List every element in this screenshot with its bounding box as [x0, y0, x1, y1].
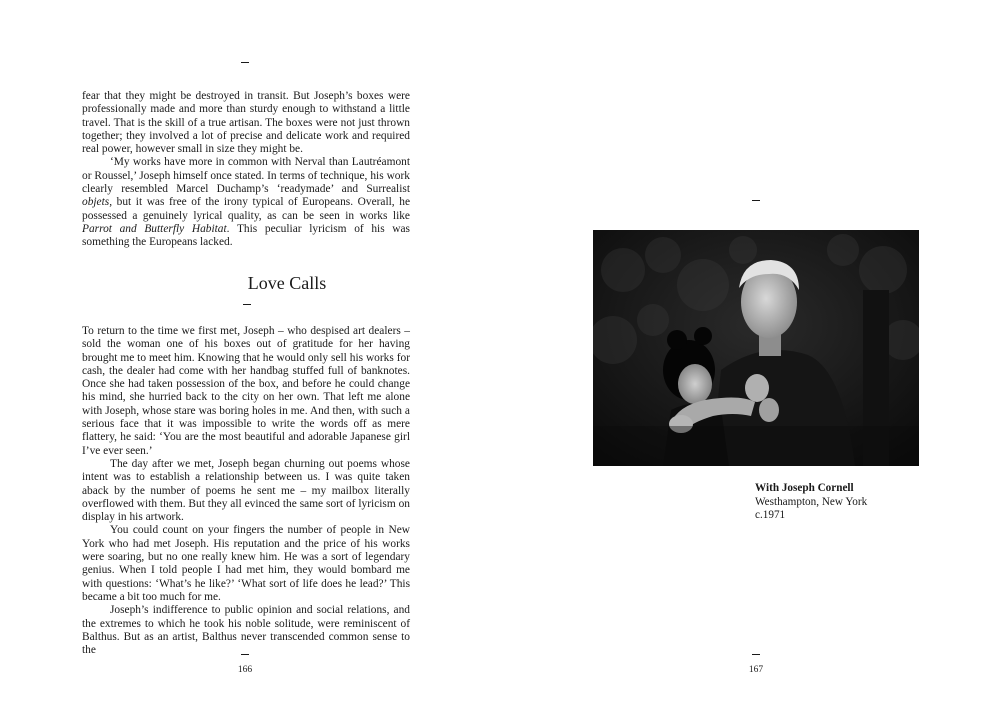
body-text-bottom [82, 325, 410, 657]
folio-dash [752, 654, 760, 655]
body-text-top [82, 90, 410, 250]
paragraph: fear that they might be destroyed in transit. But Joseph’s boxes were professionally made and more than sturdy enough to withstand a little travel. That is the skill of a true artisan. The boxes were not just thrown together; they involved a lot of precise and delicate work and required real power, however small in size they might be. [82, 90, 410, 156]
page-number: 166 [237, 665, 253, 675]
page-number: 167 [748, 665, 764, 675]
paragraph: You could count on your fingers the number of people in New York who had met Joseph. His reputation and the price of his works were soaring, but no one really knew him. He was a sort of legendary genius. When I told people I had met him, they would bombard me with questions: ‘What’s he like?’ ‘What sort of life does he lead?’ This became a bit too much for me. [82, 524, 410, 603]
caption-place: Westhampton, New York [755, 495, 868, 508]
right-page [500, 0, 1000, 708]
caption-title: With Joseph Cornell [755, 482, 854, 494]
paragraph: The day after we met, Joseph began churning out poems whose intent was to establish a relationship between us. I was quite taken aback by the number of poems he sent me – my mailbox literally overflowed with them. But they all evinced the same sort of lyricism on display in his artwork. [82, 457, 410, 524]
photograph [593, 230, 919, 466]
folio-dash [241, 654, 249, 655]
heading-dash [243, 304, 251, 305]
photo-image [593, 230, 919, 466]
paragraph: To return to the time we first met, Joseph – who despised art dealers – sold the woman one of his boxes out of gratitude for her having brought me to meet him. Knowing that he would only sell his works for cash, the dealer had come with her handbag stuffed full of banknotes. Once she had taken possession of the box, and before he could change his mind, she hurried back to the city on her own. That left me alone with Joseph, whose stare was boring holes in me. And then, with such a serious face that it was impossible to write the words off as mere flattery, he said: ‘You are the most beautiful and adorable Japanese girl I’ve ever seen.’ [82, 325, 410, 457]
top-dash [241, 62, 249, 63]
caption-date: c.1971 [755, 509, 786, 522]
paragraph: Joseph’s indifference to public opinion and social relations, and the extremes to which he took his noble solitude, were reminiscent of Balthus. But as an artist, Balthus never transcended common sense to the [82, 604, 410, 657]
paragraph: ‘My works have more in common with Nerval than Lautréamont or Roussel,’ Joseph himself once stated. In terms of technique, his work clearly resembled Marcel Duchamp’s ‘readymade’ and Surrealist objets, but it was free of the irony typical of Europeans. Overall, he possessed a genuinely lyrical quality, as can be seen in works like Parrot and Butterfly Habitat. This peculiar lyricism of his was something the Europeans lacked. [82, 156, 410, 249]
top-dash [752, 200, 760, 201]
photo-caption [755, 482, 867, 523]
section-heading: Love Calls [247, 273, 327, 293]
